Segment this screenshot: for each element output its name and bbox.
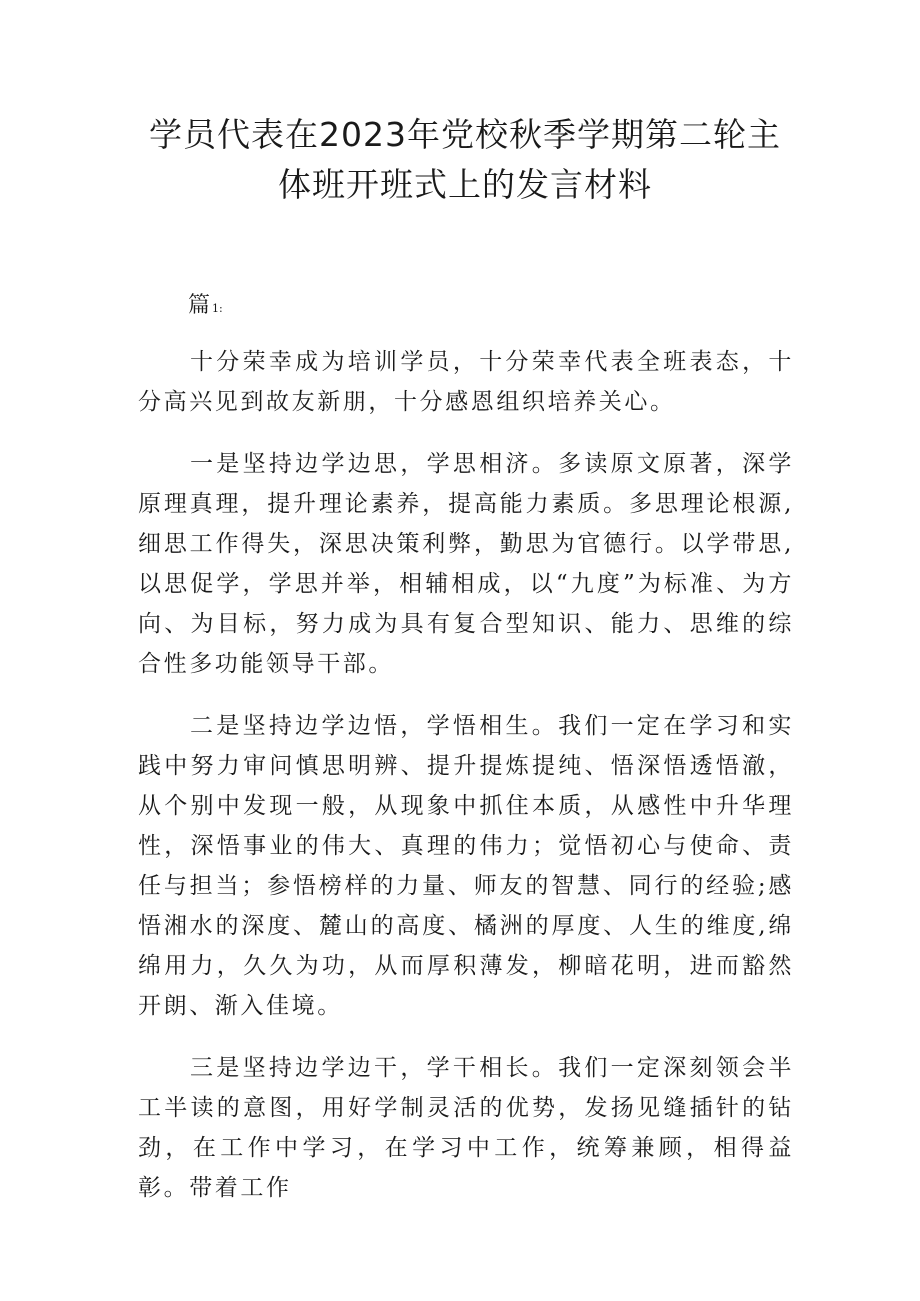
paragraph-point-two: 二是坚持边学边悟，学悟相生。我们一定在学习和实践中努力审问慎思明辨、提升提炼提纯、悟深悟透悟澈，从个别中发现一般，从现象中抓住本质，从感性中升华理性，深悟事业的伟大、真理的伟力；觉悟初心与使命、责任与担当；参悟榜样的力量、师友的智慧、同行的经验;感悟湘水的深度、麓山的高度、橘洲的厚度、人生的维度,绵绵用力，久久为功，从而厚积薄发，柳暗花明，进而豁然开朗、渐入佳境。 [138,713,794,1019]
title-line-2: 体班开班式上的发言材料 [278,165,652,204]
section-label-suffix: 1: [212,302,223,315]
paragraph-point-one: 一是坚持边学边思，学思相济。多读原文原著，深学原理真理，提升理论素养，提高能力素质。多思理论根源,细思工作得失，深思决策利弊，勤思为官德行。以学带思,以思促学，学思并举，相辅相成，以“九度”为标准、为方向、为目标，努力成为具有复合型知识、能力、思维的综合性多功能领导干部。 [138,451,794,677]
paragraph-intro: 十分荣幸成为培训学员，十分荣幸代表全班表态，十分高兴见到故友新朋，十分感恩组织培养关心。 [138,349,794,415]
section-label [188,290,223,325]
document-title [100,110,830,210]
title-line-1: 学员代表在2023年党校秋季学期第二轮主 [149,115,781,154]
section-label-text: 篇 [188,293,211,318]
paragraph-point-three: 三是坚持边学边干，学干相长。我们一定深刻领会半工半读的意图，用好学制灵活的优势，发扬见缝插针的钻劲，在工作中学习，在学习中工作，统筹兼顾，相得益彰。带着工作 [138,1055,794,1201]
